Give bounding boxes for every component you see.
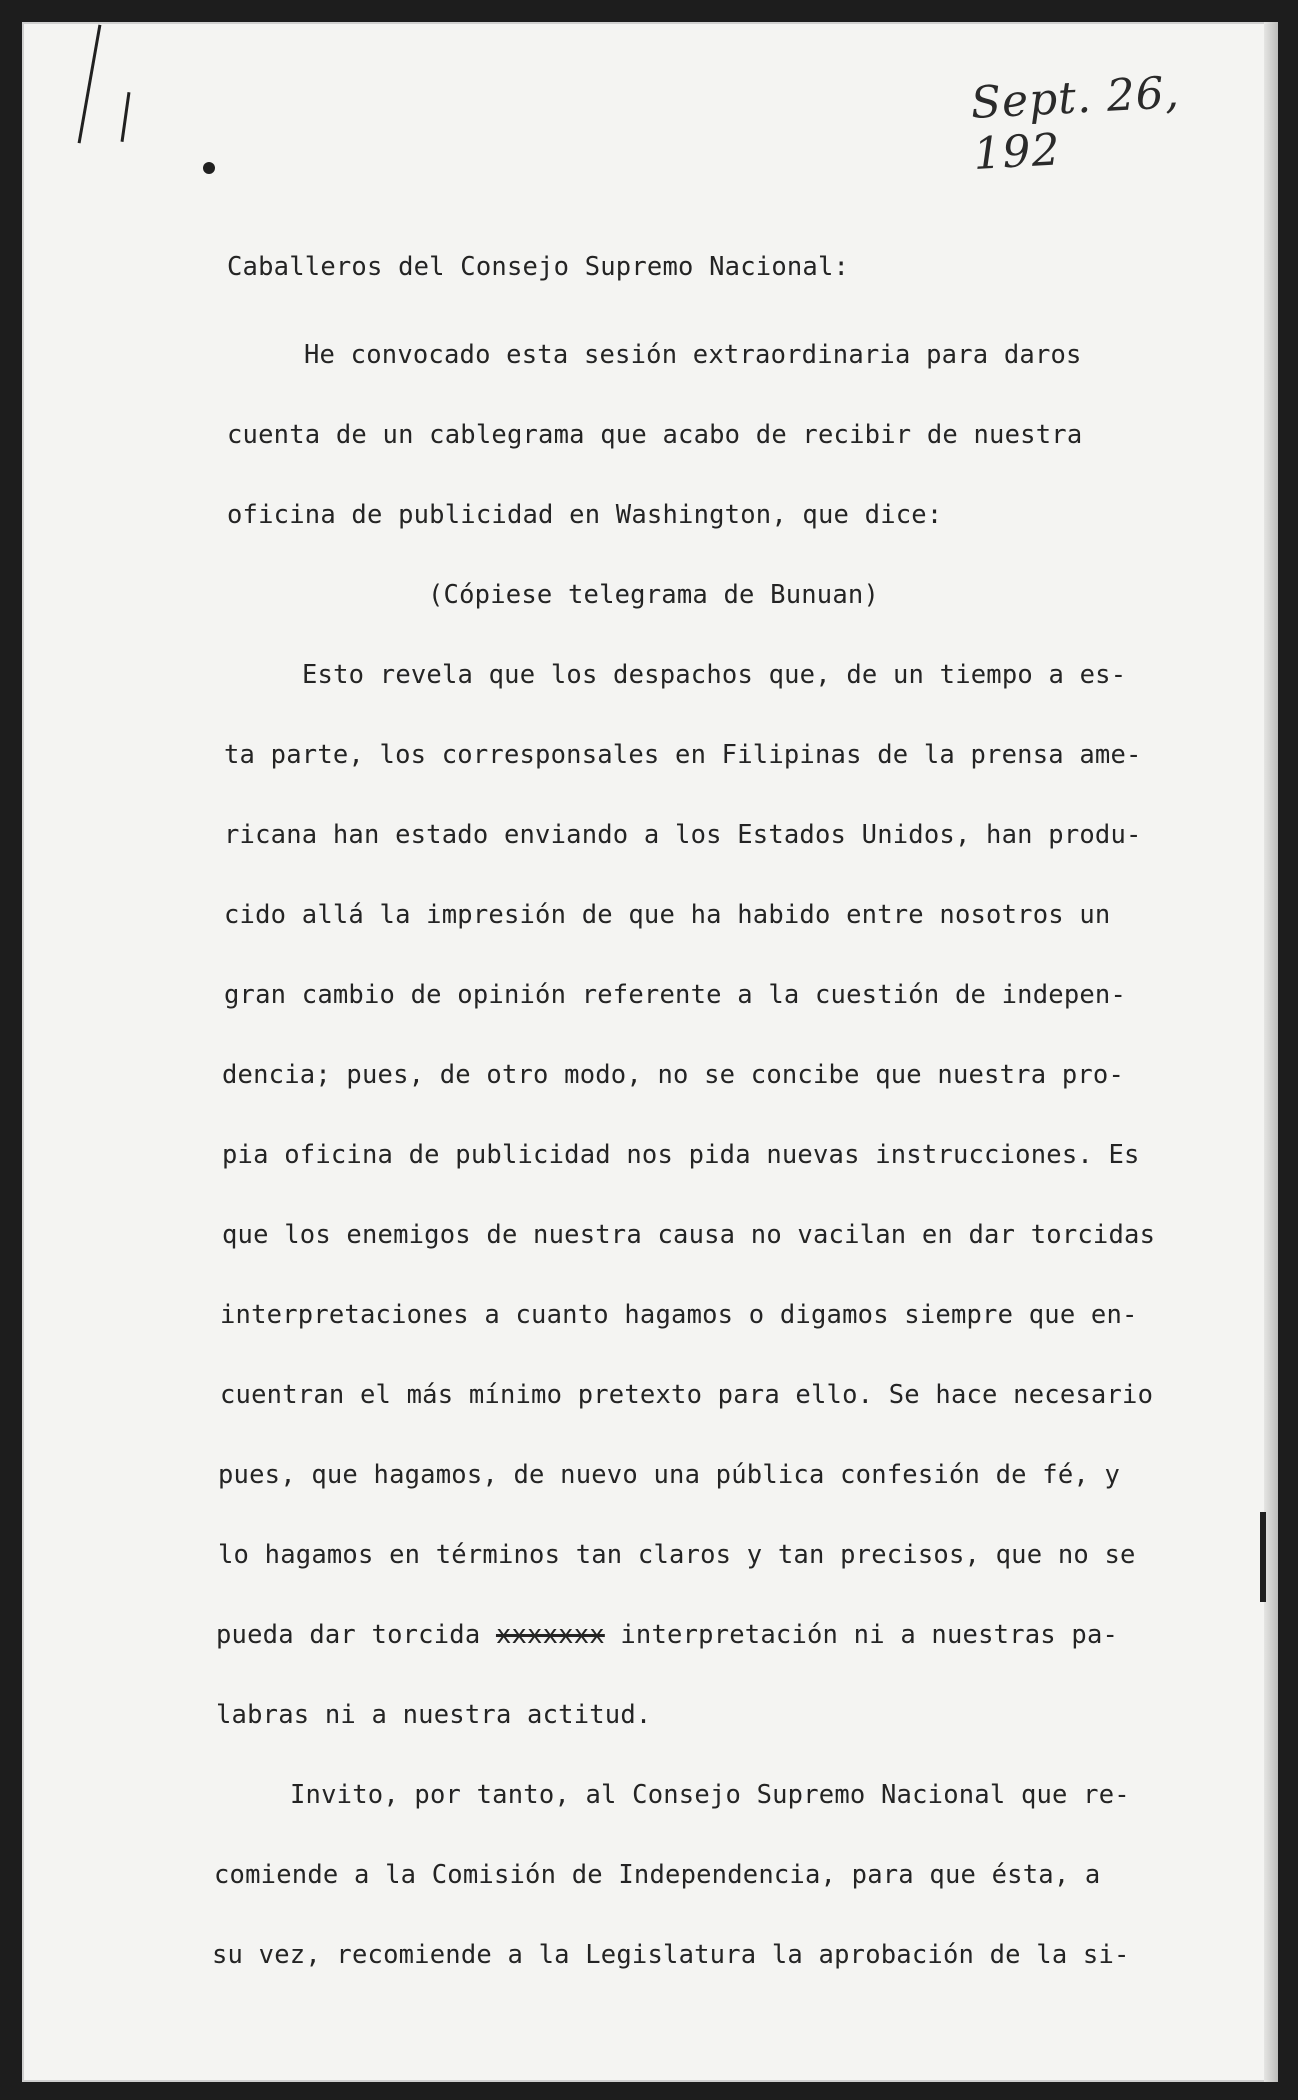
text-line: oficina de publicidad en Washington, que dice: [227, 500, 943, 530]
document-page [22, 22, 1278, 2082]
handwritten-date: Sept. 26, 192 [969, 67, 1181, 180]
text-line-centered: (Cópiese telegrama de Bunuan) [428, 580, 880, 610]
text-line: gran cambio de opinión referente a la cuestión de indepen- [224, 980, 1127, 1010]
text-segment: pueda dar torcida [216, 1620, 496, 1650]
text-line: que los enemigos de nuestra causa no vacilan en dar torcidas [222, 1220, 1156, 1250]
salutation: Caballeros del Consejo Supremo Nacional: [227, 252, 850, 282]
struck-out-text: xxxxxxx [495, 1620, 605, 1650]
text-line: cido allá la impresión de que ha habido entre nosotros un [224, 900, 1111, 930]
edge-mark [1260, 1512, 1266, 1602]
text-line: pia oficina de publicidad nos pida nuevas instrucciones. Es [222, 1140, 1140, 1170]
text-line: He convocado esta sesión extraordinaria para daros [304, 340, 1082, 370]
text-line: su vez, recomiende a la Legislatura la aprobación de la si- [212, 1940, 1130, 1970]
text-segment: interpretación ni a nuestras pa- [604, 1620, 1119, 1650]
text-line: labras ni a nuestra actitud. [216, 1700, 652, 1730]
text-line: interpretaciones a cuanto hagamos o digamos siempre que en- [220, 1300, 1138, 1330]
margin-mark [78, 25, 102, 144]
text-line: ricana han estado enviando a los Estados Unidos, han produ- [224, 820, 1142, 850]
text-line: Invito, por tanto, al Consejo Supremo Nacional que re- [290, 1780, 1130, 1810]
punch-dot [203, 162, 215, 174]
text-line: ta parte, los corresponsales en Filipinas de la prensa ame- [224, 740, 1142, 770]
text-line: cuentran el más mínimo pretexto para ello. Se hace necesario [220, 1380, 1154, 1410]
text-line: lo hagamos en términos tan claros y tan precisos, que no se [218, 1540, 1136, 1570]
margin-mark [121, 92, 131, 142]
text-line: comiende a la Comisión de Independencia, para que ésta, a [214, 1860, 1101, 1890]
page-edge [1264, 22, 1278, 2082]
text-line-with-strikeout [216, 1620, 1118, 1650]
text-line: Esto revela que los despachos que, de un tiempo a es- [302, 660, 1127, 690]
text-line: dencia; pues, de otro modo, no se concibe que nuestra pro- [222, 1060, 1125, 1090]
text-line: pues, que hagamos, de nuevo una pública confesión de fé, y [218, 1460, 1121, 1490]
text-line: cuenta de un cablegrama que acabo de recibir de nuestra [227, 420, 1083, 450]
